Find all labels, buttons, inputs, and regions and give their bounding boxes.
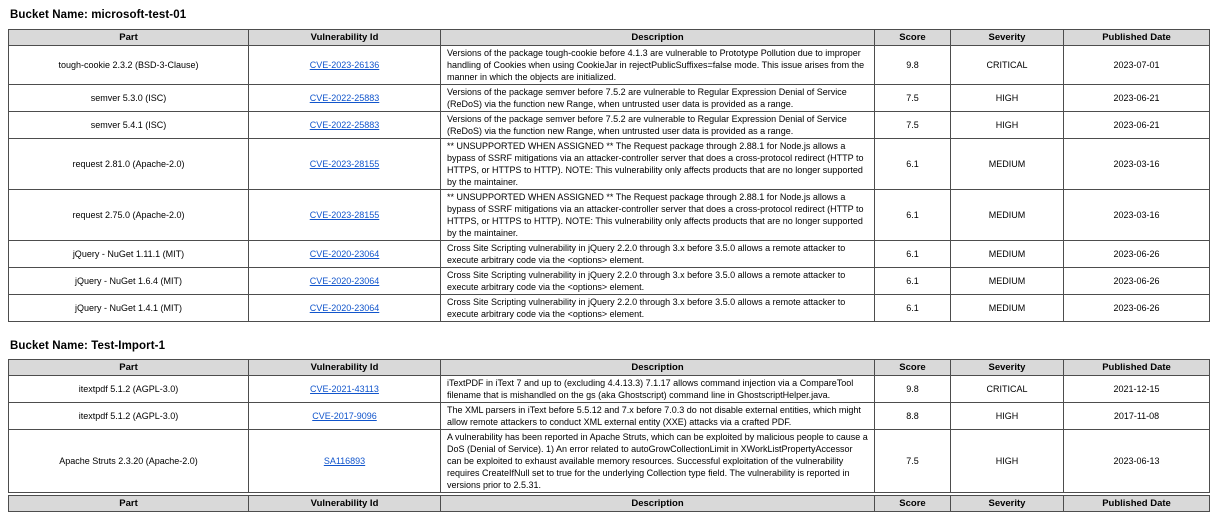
part-cell: request 2.81.0 (Apache-2.0) xyxy=(9,139,249,190)
description-cell: Cross Site Scripting vulnerability in jQuery 2.2.0 through 3.x before 3.5.0 allows a remote attacker to execute arbitrary code via the <options> element. xyxy=(441,241,875,268)
severity-cell: HIGH xyxy=(951,430,1064,493)
vulnerability-link[interactable]: CVE-2020-23064 xyxy=(309,276,380,286)
column-header-score: Score xyxy=(875,30,951,46)
table-row xyxy=(9,85,1210,112)
table-row xyxy=(9,430,1210,493)
part-cell: itextpdf 5.1.2 (AGPL-3.0) xyxy=(9,376,249,403)
part-cell: Apache Struts 2.3.20 (Apache-2.0) xyxy=(9,430,249,493)
column-header-part: Part xyxy=(9,496,249,512)
table-row xyxy=(9,295,1210,322)
severity-cell: MEDIUM xyxy=(951,268,1064,295)
published-date-cell: 2017-11-08 xyxy=(1064,403,1210,430)
published-date-cell: 2023-03-16 xyxy=(1064,190,1210,241)
table-row xyxy=(9,241,1210,268)
published-date-cell: 2023-06-21 xyxy=(1064,112,1210,139)
score-cell: 6.1 xyxy=(875,241,951,268)
description-cell: Versions of the package semver before 7.5.2 are vulnerable to Regular Expression Denial of Service (ReDoS) via the function new Range, when untrusted user data is provided as a range. xyxy=(441,112,875,139)
bucket-section xyxy=(8,340,1209,493)
vulnerability-link[interactable]: CVE-2023-28155 xyxy=(309,210,380,220)
published-date-cell: 2023-06-21 xyxy=(1064,85,1210,112)
description-cell: Versions of the package tough-cookie before 4.1.3 are vulnerable to Prototype Pollution due to improper handling of Cookies when using CookieJar in rejectPublicSuffixes=false mode. This issue arises from the manner in which the objects are initialized. xyxy=(441,46,875,85)
published-date-cell: 2021-12-15 xyxy=(1064,376,1210,403)
column-header-part: Part xyxy=(9,30,249,46)
table-row xyxy=(9,268,1210,295)
vulnerability-link[interactable]: CVE-2021-43113 xyxy=(310,384,379,394)
vulnerability-link[interactable]: CVE-2020-23064 xyxy=(309,249,380,259)
score-cell: 7.5 xyxy=(875,430,951,493)
column-header-description: Description xyxy=(441,496,875,512)
table-row xyxy=(9,403,1210,430)
vulnerability-link[interactable]: CVE-2023-28155 xyxy=(309,159,380,169)
score-cell: 6.1 xyxy=(875,295,951,322)
published-date-cell: 2023-06-26 xyxy=(1064,295,1210,322)
severity-cell: HIGH xyxy=(951,85,1064,112)
score-cell: 7.5 xyxy=(875,112,951,139)
description-cell: ** UNSUPPORTED WHEN ASSIGNED ** The Request package through 2.88.1 for Node.js allows a bypass of SSRF mitigations via an attacker-controller server that does a cross-protocol redirect (HTTP to HTTPS, or HTTPS to HTTP). NOTE: This vulnerability only affects products that are no longer supported by the maintainer. xyxy=(441,139,875,190)
column-header-published-date: Published Date xyxy=(1064,496,1210,512)
vulnerability-link[interactable]: CVE-2017-9096 xyxy=(312,411,377,421)
description-cell: Cross Site Scripting vulnerability in jQuery 2.2.0 through 3.x before 3.5.0 allows a remote attacker to execute arbitrary code via the <options> element. xyxy=(441,268,875,295)
part-cell: jQuery - NuGet 1.4.1 (MIT) xyxy=(9,295,249,322)
column-header-score: Score xyxy=(875,360,951,376)
table-header-row xyxy=(9,360,1210,376)
part-cell: jQuery - NuGet 1.6.4 (MIT) xyxy=(9,268,249,295)
severity-cell: MEDIUM xyxy=(951,139,1064,190)
description-cell: Versions of the package semver before 7.5.2 are vulnerable to Regular Expression Denial of Service (ReDoS) via the function new Range, when untrusted user data is provided as a range. xyxy=(441,85,875,112)
vulnerability-report-page xyxy=(0,9,1211,509)
vulnerability-id-cell xyxy=(249,139,441,190)
score-cell: 9.8 xyxy=(875,376,951,403)
vulnerability-link[interactable]: SA116893 xyxy=(323,456,366,466)
description-cell: A vulnerability has been reported in Apache Struts, which can be exploited by malicious people to cause a DoS (Denial of Service). 1) An error related to autoGrowCollectionLimit in XWorkListPropertyAccessor can be exploited to exhaust available memory resources. Successful exploitation of the vulnerability requires CreateIfNull set to true for the underlying Collection type field. The vulnerability is reported in versions prior to 2.5.31. xyxy=(441,430,875,493)
vulnerability-id-cell xyxy=(249,295,441,322)
severity-cell: HIGH xyxy=(951,403,1064,430)
vulnerability-table xyxy=(8,359,1210,493)
part-cell: jQuery - NuGet 1.11.1 (MIT) xyxy=(9,241,249,268)
part-cell: semver 5.4.1 (ISC) xyxy=(9,112,249,139)
column-header-vulnerability-id: Vulnerability Id xyxy=(249,496,441,512)
column-header-severity: Severity xyxy=(951,360,1064,376)
part-cell: semver 5.3.0 (ISC) xyxy=(9,85,249,112)
vulnerability-link[interactable]: CVE-2023-26136 xyxy=(309,60,380,70)
column-header-severity: Severity xyxy=(951,30,1064,46)
score-cell: 6.1 xyxy=(875,190,951,241)
vulnerability-id-cell xyxy=(249,46,441,85)
bucket-title: Bucket Name: Test-Import-1 xyxy=(10,340,166,352)
vulnerability-link[interactable]: CVE-2020-23064 xyxy=(309,303,380,313)
vulnerability-link[interactable]: CVE-2022-25883 xyxy=(309,120,380,130)
score-cell: 6.1 xyxy=(875,139,951,190)
column-header-severity: Severity xyxy=(951,496,1064,512)
description-cell: ** UNSUPPORTED WHEN ASSIGNED ** The Request package through 2.88.1 for Node.js allows a bypass of SSRF mitigations via an attacker-controller server that does a cross-protocol redirect (HTTP to HTTPS, or HTTPS to HTTP). NOTE: This vulnerability only affects products that are no longer supported by the maintainer. xyxy=(441,190,875,241)
published-date-cell: 2023-06-13 xyxy=(1064,430,1210,493)
severity-cell: MEDIUM xyxy=(951,190,1064,241)
table-row xyxy=(9,139,1210,190)
table-header-row xyxy=(9,496,1210,512)
table-row xyxy=(9,190,1210,241)
severity-cell: CRITICAL xyxy=(951,46,1064,85)
report-body xyxy=(0,9,1211,512)
column-header-published-date: Published Date xyxy=(1064,360,1210,376)
table-row xyxy=(9,112,1210,139)
column-header-published-date: Published Date xyxy=(1064,30,1210,46)
published-date-cell: 2023-07-01 xyxy=(1064,46,1210,85)
part-cell: itextpdf 5.1.2 (AGPL-3.0) xyxy=(9,403,249,430)
bucket-section xyxy=(8,9,1209,322)
score-cell: 9.8 xyxy=(875,46,951,85)
bucket-title: Bucket Name: microsoft-test-01 xyxy=(10,9,187,21)
severity-cell: CRITICAL xyxy=(951,376,1064,403)
column-header-description: Description xyxy=(441,30,875,46)
table-header-row xyxy=(9,30,1210,46)
vulnerability-link[interactable]: CVE-2022-25883 xyxy=(309,93,380,103)
vulnerability-id-cell xyxy=(249,112,441,139)
column-header-part: Part xyxy=(9,360,249,376)
column-header-description: Description xyxy=(441,360,875,376)
vulnerability-id-cell xyxy=(249,190,441,241)
column-header-vulnerability-id: Vulnerability Id xyxy=(249,30,441,46)
score-cell: 8.8 xyxy=(875,403,951,430)
table-row xyxy=(9,46,1210,85)
severity-cell: HIGH xyxy=(951,112,1064,139)
severity-cell: MEDIUM xyxy=(951,241,1064,268)
part-cell: request 2.75.0 (Apache-2.0) xyxy=(9,190,249,241)
description-cell: iTextPDF in iText 7 and up to (excluding 4.4.13.3) 7.1.17 allows command injection via a CompareTool filename that is mishandled on the gs (aka Ghostscript) command line in GhostscriptHelper.java. xyxy=(441,376,875,403)
description-cell: Cross Site Scripting vulnerability in jQuery 2.2.0 through 3.x before 3.5.0 allows a remote attacker to execute arbitrary code via the <options> element. xyxy=(441,295,875,322)
vulnerability-id-cell xyxy=(249,430,441,493)
column-header-vulnerability-id: Vulnerability Id xyxy=(249,360,441,376)
vulnerability-id-cell xyxy=(249,85,441,112)
vulnerability-id-cell xyxy=(249,403,441,430)
vulnerability-id-cell xyxy=(249,268,441,295)
severity-cell: MEDIUM xyxy=(951,295,1064,322)
part-cell: tough-cookie 2.3.2 (BSD-3-Clause) xyxy=(9,46,249,85)
column-header-score: Score xyxy=(875,496,951,512)
next-table-clipped-header xyxy=(8,495,1210,512)
score-cell: 7.5 xyxy=(875,85,951,112)
description-cell: The XML parsers in iText before 5.5.12 and 7.x before 7.0.3 do not disable external entities, which might allow remote attackers to conduct XML external entity (XXE) attacks via a crafted PDF. xyxy=(441,403,875,430)
published-date-cell: 2023-03-16 xyxy=(1064,139,1210,190)
published-date-cell: 2023-06-26 xyxy=(1064,241,1210,268)
vulnerability-table xyxy=(8,29,1210,322)
score-cell: 6.1 xyxy=(875,268,951,295)
vulnerability-id-cell xyxy=(249,241,441,268)
table-row xyxy=(9,376,1210,403)
vulnerability-id-cell xyxy=(249,376,441,403)
published-date-cell: 2023-06-26 xyxy=(1064,268,1210,295)
